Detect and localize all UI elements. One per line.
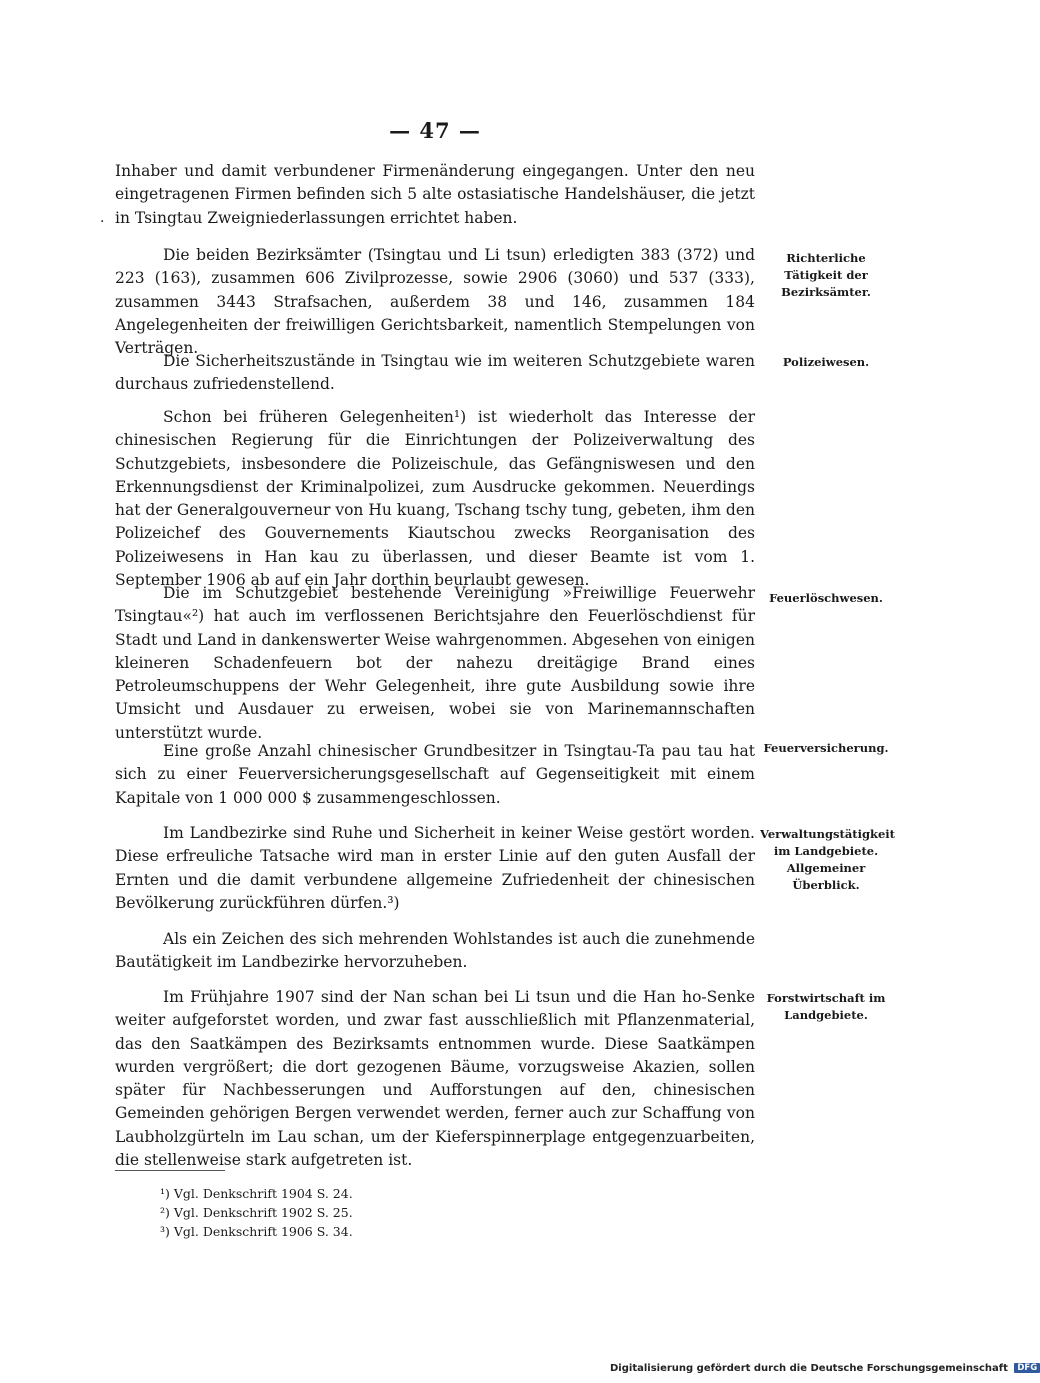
paragraph-4: Schon bei früheren Gelegenheiten¹) ist wiederholt das Interesse der chinesischen Regierung für die Einrichtungen der Polizeiverwaltung des Schutzgebiets, insbesondere die Polizeischule, das Gefängniswesen und den Erkennungsdienst der Kriminalpolizei, zum Ausdrucke gekommen. Neuerdings hat der Generalgouverneur von Hu kuang, Tschang tschy tung, gebeten, ihm den Polizeichef des Gouvernements Kiautschou zwecks Reorganisation des Polizeiwesens in Han kau zu überlassen, und dieser Beamte ist vom 1. September 1906 ab auf ein Jahr dorthin beurlaubt gewesen. xyxy=(115,408,755,590)
margin-note-verwaltung: Verwaltungstätigkeit im Landgebiete. Allgemeiner Überblick. xyxy=(760,827,895,892)
paragraph-5: Die im Schutzgebiet bestehende Vereinigung »Freiwillige Feuerwehr Tsingtau«²) hat auch im verflossenen Berichtsjahre den Feuerlöschdienst für Stadt und Land in dankenswerter Weise wahrgenommen. Abgesehen von einigen kleineren Schadenfeuern bot der nahezu dreitägige Brand eines Petroleumschuppens der Wehr Gelegenheit, ihre gute Ausbildung sowie ihre Umsicht und Ausdauer zu erweisen, wobei sie von Marinemannschaften unterstützt wurde. xyxy=(115,584,755,742)
footnote-rule xyxy=(115,1170,225,1171)
footnotes xyxy=(160,1184,560,1241)
paragraph-9: Im Frühjahre 1907 sind der Nan schan bei Li tsun und die Han ho-Senke weiter aufgeforstet worden, und zwar fast ausschließlich mit Pflanzenmaterial, das den Saatkämpen des Bezirksamts entnommen wurde. Diese Saatkämpen wurden vergrößert; die dort gezogenen Bäume, vorzugsweise Akazien, sollen später für Nachbesserungen und Aufforstungen auf den, chinesischen Gemeinden gehörigen Bergen verwendet werden, ferner auch zur Schaffung von Laubholzgürteln im Lau schan, um der Kieferspinnerplage entgegenzuarbeiten, die stellenweise stark aufgetreten ist. xyxy=(115,988,755,1170)
paragraph-6: Eine große Anzahl chinesischer Grundbesitzer in Tsingtau-Ta pau tau hat sich zu einer Feuerversicherungsgesellschaft auf Gegenseitigkeit mit einem Kapitale von 1 000 000 $ zusammengeschlossen. xyxy=(115,742,755,807)
dfg-logo: DFG xyxy=(1014,1363,1040,1373)
footnote-3: ³) Vgl. Denkschrift 1906 S. 34. xyxy=(160,1224,353,1239)
margin-note-forst: Forstwirtschaft im Landgebiete. xyxy=(766,991,886,1022)
credit-text: Digitalisierung gefördert durch die Deutsche Forschungsgemeinschaft xyxy=(610,1363,1008,1374)
page-number: — 47 — xyxy=(389,118,481,143)
paragraph-2: Die beiden Bezirksämter (Tsingtau und Li tsun) erledigten 383 (372) und 223 (163), zusammen 606 Zivilprozesse, sowie 2906 (3060) und 537 (333), zusammen 3443 Strafsachen, außerdem 38 und 146, zusammen 184 Angelegenheiten der freiwilligen Gerichtsbarkeit, namentlich Stempelungen von Verträgen. xyxy=(115,246,755,358)
margin-note-richterliche: Richterliche Tätigkeit der Bezirksämter. xyxy=(781,251,871,299)
margin-note-feuerversicherung: Feuerversicherung. xyxy=(763,741,889,755)
paragraph-1: Inhaber und damit verbundener Firmenänderung eingegangen. Unter den neu eingetragenen Firmen befinden sich 5 alte ostasiatische Handelshäuser, die jetzt in Tsingtau Zweigniederlassungen errichtet haben. xyxy=(115,162,755,227)
stray-mark: . xyxy=(100,210,105,226)
footnote-2: ²) Vgl. Denkschrift 1902 S. 25. xyxy=(160,1205,353,1220)
paragraph-7: Im Landbezirke sind Ruhe und Sicherheit in keiner Weise gestört worden. Diese erfreuliche Tatsache wird man in erster Linie auf den guten Ausfall der Ernten und die damit verbundene allgemeine Zufriedenheit der chinesischen Bevölkerung zurückführen dürfen.³) xyxy=(115,824,755,912)
footnote-1: ¹) Vgl. Denkschrift 1904 S. 24. xyxy=(160,1186,353,1201)
digitization-credit xyxy=(610,1363,1040,1374)
paragraph-8: Als ein Zeichen des sich mehrenden Wohlstandes ist auch die zunehmende Bautätigkeit im Landbezirke hervorzuheben. xyxy=(115,930,755,972)
paragraph-3: Die Sicherheitszustände in Tsingtau wie im weiteren Schutzgebiete waren durchaus zufriedenstellend. xyxy=(115,352,755,394)
margin-note-polizei: Polizeiwesen. xyxy=(782,355,870,369)
margin-note-feuerloesch: Feuerlöschwesen. xyxy=(769,591,883,605)
